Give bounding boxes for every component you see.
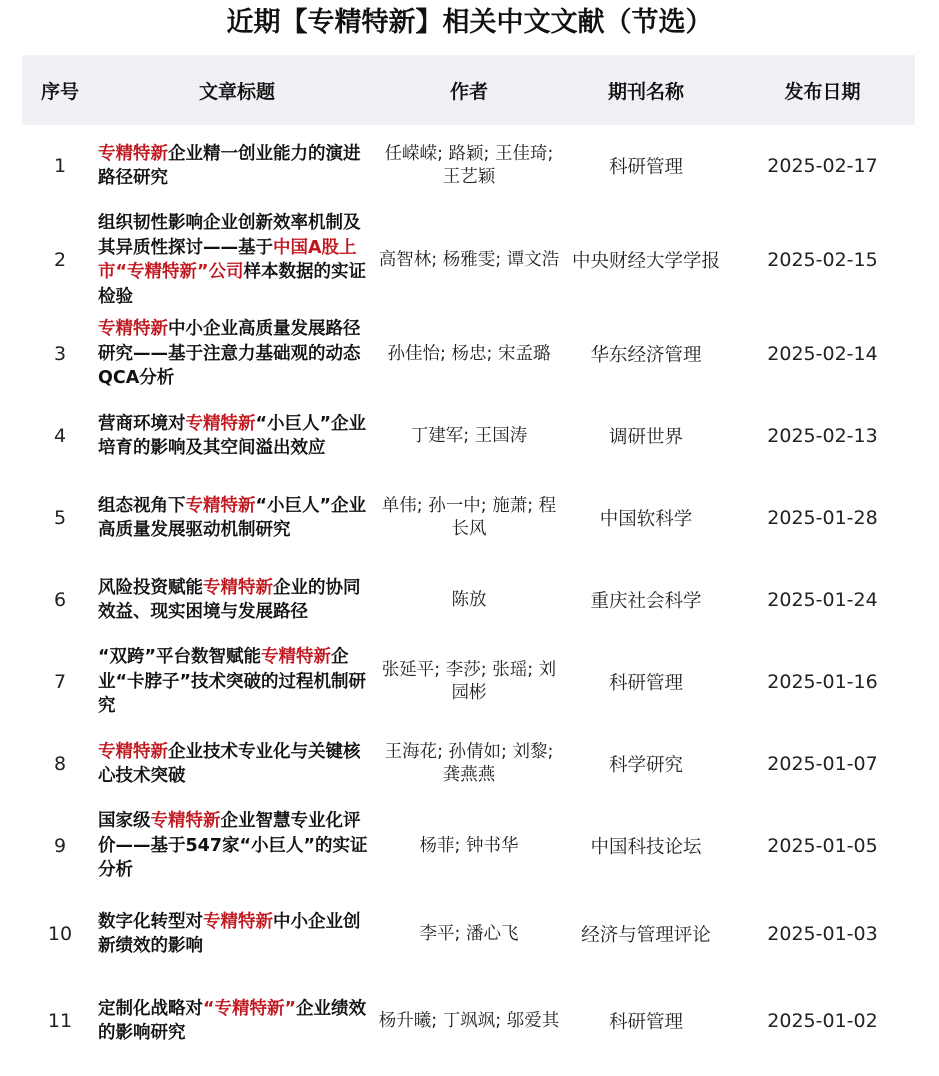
title-text: 企业绩效的影响研究 xyxy=(98,998,367,1043)
article-authors: 单伟; 孙一中; 施萧; 程长风 xyxy=(381,496,557,539)
table-row xyxy=(22,723,915,805)
title-text: 组态视角下 xyxy=(98,495,186,516)
publish-date: 2025-02-17 xyxy=(767,155,878,177)
row-number: 1 xyxy=(53,155,67,177)
table-row xyxy=(22,981,915,1061)
row-number: 11 xyxy=(47,1010,73,1032)
publish-date: 2025-01-02 xyxy=(767,1010,878,1032)
article-authors: 陈放 xyxy=(451,589,487,610)
title-text: “小巨人”企业高质量发展驱动机制研究 xyxy=(98,495,367,540)
article-title xyxy=(98,207,376,313)
row-number: 9 xyxy=(53,835,67,857)
journal-name: 科研管理 xyxy=(608,157,683,178)
journal-name: 华东经济管理 xyxy=(590,345,702,366)
article-authors: 任嵘嵘; 路颖; 王佳琦; 王艺颖 xyxy=(384,144,554,187)
header-title: 文章标题 xyxy=(98,55,376,125)
journal-name: 科学研究 xyxy=(608,755,683,776)
article-title xyxy=(98,559,376,641)
keyword-highlight: 专精特新 xyxy=(203,577,273,598)
article-title xyxy=(98,313,376,395)
journal-name: 中央财经大学学报 xyxy=(571,251,720,272)
article-title xyxy=(98,887,376,981)
table-row xyxy=(22,125,915,207)
title-text: 定制化战略对 xyxy=(98,998,203,1019)
table-row xyxy=(22,395,915,477)
title-text: “双跨”平台数智赋能 xyxy=(98,647,262,668)
article-title xyxy=(98,805,376,887)
journal-name: 经济与管理评论 xyxy=(581,925,711,946)
journal-name: 中国软科学 xyxy=(599,509,693,530)
keyword-highlight: 专精特新 xyxy=(185,495,256,516)
journal-name: 中国科技论坛 xyxy=(590,837,702,858)
table-header xyxy=(22,55,915,125)
article-authors: 王海花; 孙倩如; 刘黎; 龚燕燕 xyxy=(384,742,554,785)
title-text: 企业智慧专业化评价——基于547家“小巨人”的实证分析 xyxy=(98,811,368,881)
header-num: 序号 xyxy=(22,55,98,125)
journal-name: 科研管理 xyxy=(608,673,683,694)
table-row xyxy=(22,313,915,395)
article-title xyxy=(98,981,376,1061)
table-row xyxy=(22,477,915,559)
header-authors: 作者 xyxy=(376,55,562,125)
article-authors: 杨升曦; 丁飒飒; 邬爱其 xyxy=(378,1010,560,1031)
article-title xyxy=(98,477,376,559)
publish-date: 2025-01-24 xyxy=(767,589,878,611)
keyword-highlight: 专精特新 xyxy=(185,413,256,434)
publish-date: 2025-02-15 xyxy=(767,249,878,271)
header-date: 发布日期 xyxy=(730,55,915,125)
publish-date: 2025-02-14 xyxy=(767,343,878,365)
publish-date: 2025-01-16 xyxy=(767,671,878,693)
title-text: 组织韧性影响企业创新效率机制及其异质性探讨——基于 xyxy=(98,213,361,258)
row-number: 4 xyxy=(53,425,67,447)
title-text: 中小企业创新绩效的影响 xyxy=(98,911,361,956)
keyword-highlight: 专精特新 xyxy=(150,811,221,832)
papers-table xyxy=(22,55,915,1061)
publish-date: 2025-01-03 xyxy=(767,923,878,945)
table-row xyxy=(22,207,915,313)
title-text: 数字化转型对 xyxy=(98,911,203,932)
title-text: 风险投资赋能 xyxy=(98,577,203,598)
publish-date: 2025-01-07 xyxy=(767,753,878,775)
title-text: “小巨人”企业培育的影响及其空间溢出效应 xyxy=(98,413,367,458)
table-body xyxy=(22,125,915,1061)
header-row xyxy=(22,55,915,125)
keyword-highlight: 中国A股上市“专精特新”公司 xyxy=(98,237,357,282)
keyword-highlight: “专精特新” xyxy=(203,998,297,1019)
title-text: 营商环境对 xyxy=(98,413,186,434)
article-authors: 李平; 潘心飞 xyxy=(419,923,519,944)
table-row xyxy=(22,805,915,887)
keyword-highlight: 专精特新 xyxy=(98,319,168,340)
title-text: 样本数据的实证检验 xyxy=(98,262,367,307)
keyword-highlight: 专精特新 xyxy=(98,143,168,164)
title-text: 企业技术专业化与关键核心技术突破 xyxy=(98,741,361,786)
table-row xyxy=(22,641,915,723)
article-title xyxy=(98,395,376,477)
row-number: 5 xyxy=(53,507,67,529)
table-row xyxy=(22,887,915,981)
keyword-highlight: 专精特新 xyxy=(203,911,273,932)
header-journal: 期刊名称 xyxy=(562,55,730,125)
row-number: 3 xyxy=(53,343,67,365)
title-text: 国家级 xyxy=(98,811,151,832)
page-title: 近期【专精特新】相关中文文献（节选） xyxy=(226,7,713,38)
title-text: 中小企业高质量发展路径研究——基于注意力基础观的动态QCA分析 xyxy=(98,319,361,389)
article-authors: 杨菲; 钟书华 xyxy=(419,835,519,856)
row-number: 7 xyxy=(53,671,67,693)
row-number: 8 xyxy=(53,753,67,775)
journal-name: 重庆社会科学 xyxy=(590,591,702,612)
title-text: 企业“卡脖子”技术突破的过程机制研究 xyxy=(98,647,367,717)
article-authors: 孙佳怡; 杨忠; 宋孟璐 xyxy=(387,343,551,364)
title-text: 企业的协同效益、现实困境与发展路径 xyxy=(98,577,361,622)
keyword-highlight: 专精特新 xyxy=(98,741,168,762)
keyword-highlight: 专精特新 xyxy=(261,647,332,668)
title-text: 企业精一创业能力的演进路径研究 xyxy=(98,143,361,188)
article-title xyxy=(98,125,376,207)
journal-name: 调研世界 xyxy=(608,427,683,448)
article-authors: 高智林; 杨雅雯; 谭文浩 xyxy=(378,249,560,270)
row-number: 6 xyxy=(53,589,67,611)
publish-date: 2025-01-05 xyxy=(767,835,878,857)
article-title xyxy=(98,723,376,805)
publish-date: 2025-01-28 xyxy=(767,507,878,529)
row-number: 2 xyxy=(53,249,67,271)
article-authors: 张延平; 李莎; 张瑶; 刘园彬 xyxy=(381,660,557,703)
table-row xyxy=(22,559,915,641)
article-title xyxy=(98,641,376,723)
row-number: 10 xyxy=(47,923,73,945)
journal-name: 科研管理 xyxy=(608,1012,683,1033)
publish-date: 2025-02-13 xyxy=(767,425,878,447)
article-authors: 丁建军; 王国涛 xyxy=(410,425,528,446)
